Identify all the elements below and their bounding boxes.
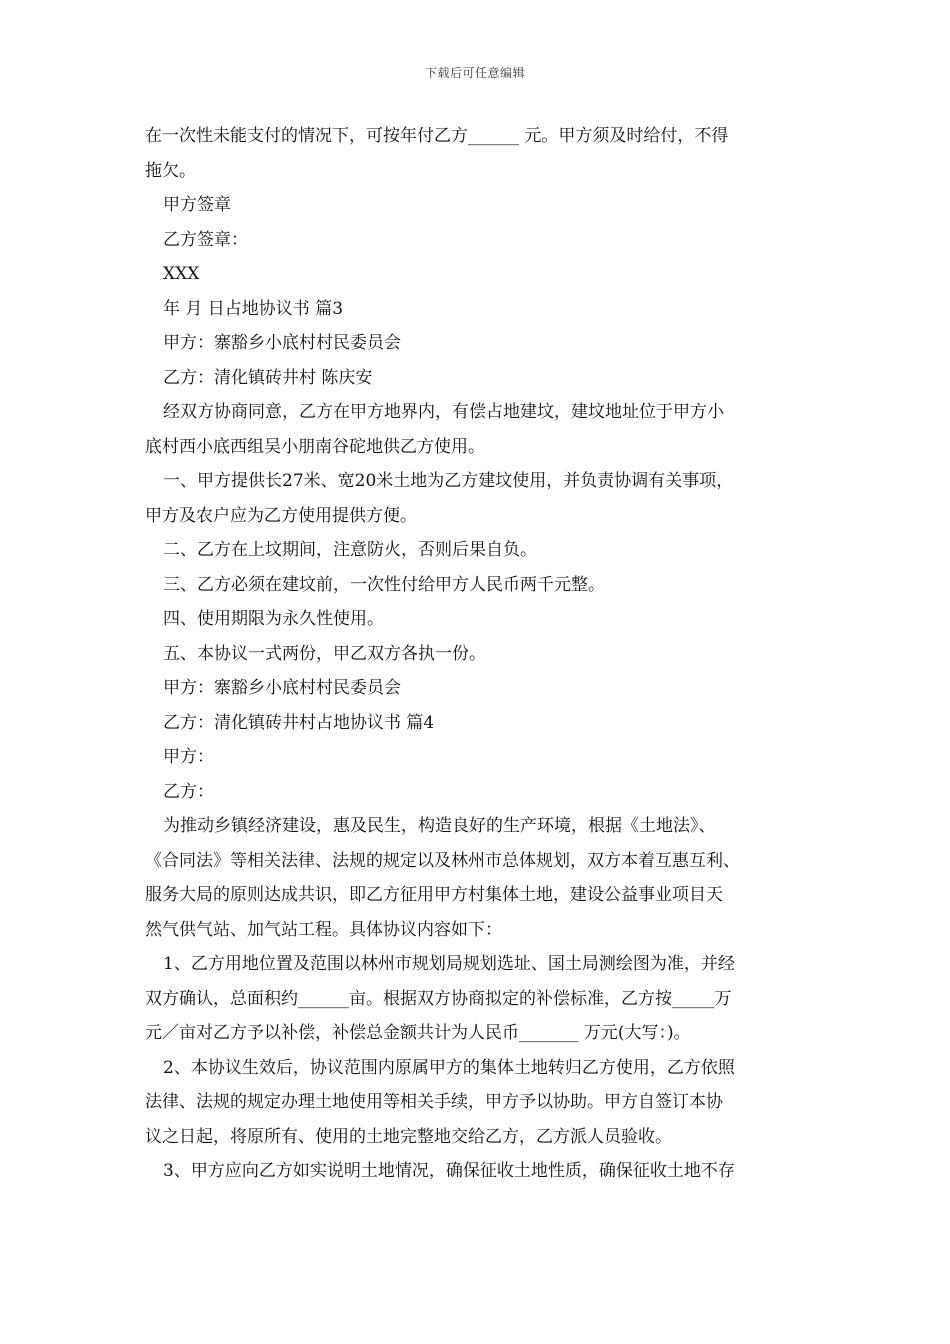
document-body: [145, 119, 825, 1189]
text-line: 乙方：: [163, 781, 214, 802]
text-line: 然气供气站、加气站工程。具体协议内容如下：: [145, 919, 502, 940]
text-line: 《合同法》等相关法律、法规的规定以及林州市总体规划，双方本着互惠互利、: [145, 850, 740, 871]
text-line: 1、乙方用地位置及范围以林州市规划局规划选址、国土局测绘图为准，并经: [163, 954, 735, 974]
text-line: 三、乙方必须在建坟前，一次性付给甲方人民币两千元整。: [163, 574, 605, 595]
text-line: 二、乙方在上坟期间，注意防火，否则后果自负。: [163, 540, 537, 560]
text-line: 甲方及农户应为乙方使用提供方便。: [145, 505, 417, 526]
text-line: XXX: [163, 264, 200, 284]
text-line: 在一次性未能支付的情况下，可按年付乙方______ 元。甲方须及时给付，不得: [145, 126, 729, 146]
text-line: 双方确认，总面积约______亩。根据双方协商拟定的补偿标准，乙方按_____万: [145, 988, 732, 1009]
text-line: 3、甲方应向乙方如实说明土地情况，确保征收土地性质，确保征收土地不存: [163, 1161, 735, 1181]
text-line: 元／亩对乙方予以补偿，补偿总金额共计为人民币_______ 万元(大写：)。: [145, 1023, 691, 1043]
text-line: 甲方：: [163, 747, 214, 767]
text-line: 甲方：寨豁乡小底村村民委员会: [163, 678, 401, 698]
text-line: 甲方签章: [163, 195, 231, 215]
text-line: 法律、法规的规定办理土地使用等相关手续，甲方予以协助。甲方自签订本协: [145, 1092, 723, 1112]
text-line: 议之日起，将原所有、使用的土地完整地交给乙方，乙方派人员验收。: [145, 1126, 672, 1147]
text-line: 五、本协议一式两份，甲乙双方各执一份。: [163, 643, 486, 664]
text-line: 底村西小底西组吴小朋南谷砣地供乙方使用。: [145, 436, 485, 457]
text-line: 服务大局的原则达成共识，即乙方征用甲方村集体土地，建设公益事业项目天: [145, 885, 723, 905]
text-line: 乙方：清化镇砖井村 陈庆安: [163, 367, 373, 388]
text-line: 经双方协商同意，乙方在甲方地界内，有偿占地建坟，建坟地址位于甲方小: [163, 402, 724, 422]
text-line: 四、使用期限为永久性使用。: [163, 609, 384, 629]
text-line: 为推动乡镇经济建设，惠及民生，构造良好的生产环境，根据《土地法》、: [163, 816, 716, 836]
text-line: 年 月 日占地协议书 篇3: [163, 298, 344, 319]
page-header: 下载后可任意编辑: [424, 66, 525, 80]
text-line: 乙方签章：: [163, 229, 248, 250]
text-line: 2、本协议生效后，协议范围内原属甲方的集体土地转归乙方使用，乙方依照: [163, 1057, 735, 1078]
text-line: 一、甲方提供长27米、宽20米土地为乙方建坟使用，并负责协调有关事项，: [163, 471, 734, 491]
text-line: 拖欠。: [145, 160, 196, 181]
text-line: 乙方：清化镇砖井村占地协议书 篇4: [163, 712, 435, 733]
text-line: 甲方：寨豁乡小底村村民委员会: [163, 333, 401, 353]
